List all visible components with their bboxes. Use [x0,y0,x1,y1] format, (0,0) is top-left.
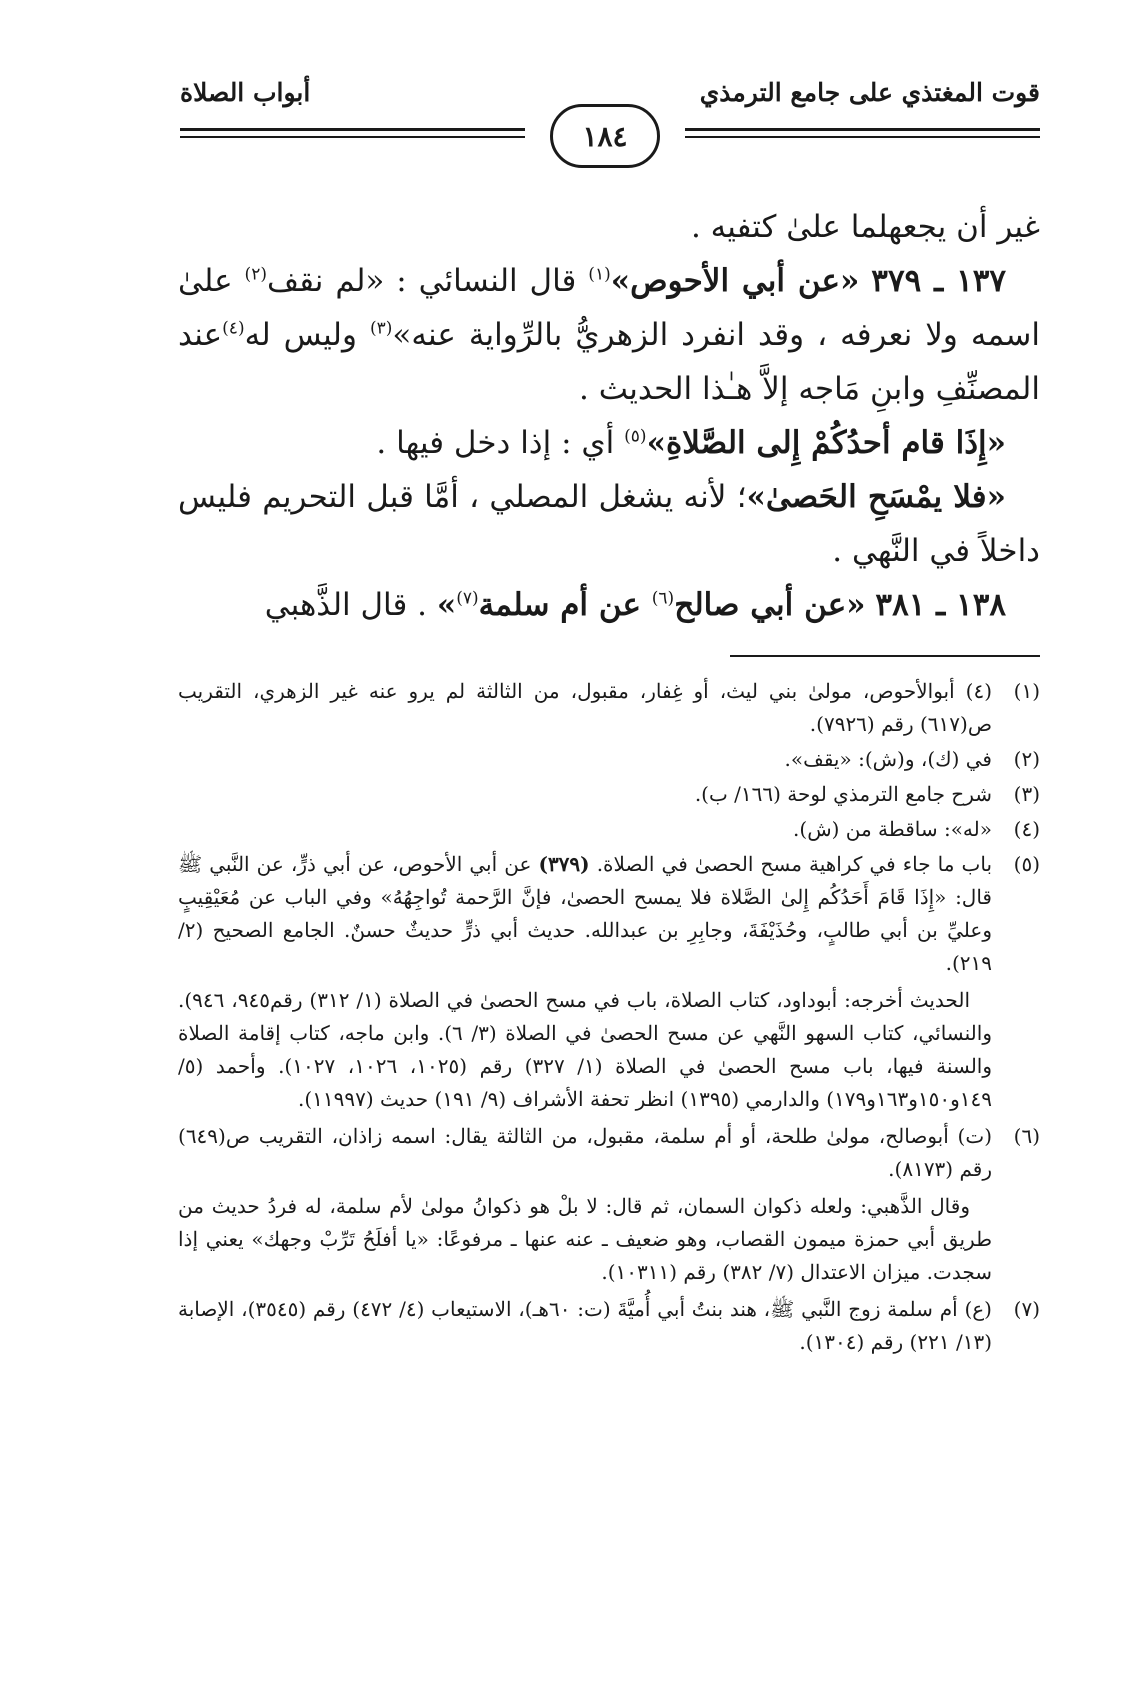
main-text [178,200,1040,632]
footnote-5-continuation: الحديث أخرجه: أبوداود، كتاب الصلاة، باب في مسح الحصىٰ في الصلاة (١/ ٣١٢) رقم٩٤٥، ٩٤٦). والنسائي، كتاب السهو النَّهي عن مسح الحصىٰ في الصلاة (٣/ ٦). وابن ماجه، كتاب إقامة الصلاة والسنة فيها، باب مسح الحصىٰ في الصلاة (١/ ٣٢٧) رقم (١٠٢٥، ١٠٢٦، ١٠٢٧). وأحمد (٥/ ١٤٩و١٥٠و١٦٣و١٧٩) والدارمي (١٣٩٥) انظر تحفة الأشراف (٩/ ١٩١) حديث (١١٩٩٧). [178,988,993,1111]
footnote-separator [730,655,1040,657]
footnote-text: (ت) أبوصالح، مولىٰ طلحة، أو أم سلمة، مقبول، من الثالثة يقال: اسمه زاذان، التقريب ص(٦٤٩) رقم (٨١٧٣). [178,1124,992,1181]
footnote-5 [178,848,1040,980]
section-title: أبواب الصلاة [180,78,311,107]
footnote-number: (٧) [1013,1297,1040,1321]
footnote-2 [178,743,1040,776]
footnote-7 [178,1293,1040,1359]
footnote-number: (٣) [1013,782,1040,806]
footnote-number: (٢) [1013,747,1040,771]
footnote-4 [178,813,1040,846]
entry-137: ١٣٧ ـ ٣٧٩ «عن أبي الأحوص»$^{(١)}$ قال النسائي : «لم نقف$^{(٢)}$ علىٰ اسمه ولا نعرفه ، وقد انفرد الزهريُّ بالرِّواية عنه»$^{(٣)}$ وليس له$^{(٤)}$عند المصنِّفِ وابنِ مَاجه إلاَّ هـٰذا الحديث . [178,263,1040,407]
footnote-6-continuation: وقال الذَّهبي: ولعله ذكوان السمان، ثم قال: لا بلْ هو ذكوانُ مولىٰ لأم سلمة، له فردُ حديث من طريق أبي حمزة ميمون القصاب، وهو ضعيف ـ عنه عنها ـ مرفوعًا: «يا أفلَحُ تَرِّبْ وجهك» يعني إذا سجدت. ميزان الاعتدال (٧/ ٣٨٢) رقم (١٠٣١١). [178,1194,992,1284]
book-title: قوت المغتذي على جامع الترمذي [699,78,1040,107]
hadith-phrase-1: «إِذَا قام أحدُكُمْ إِلى الصَّلاةِ»$^{(٥)}$ أي : إذا دخل فيها . [376,425,1006,461]
page-number: ١٨٤ [550,104,660,168]
footnote-number: (٥) [1013,852,1040,876]
footnote-ref: (٣) [369,318,393,339]
narrator-quote: «عن أبي الأحوص» [610,263,860,299]
entry-138: ١٣٨ ـ ٣٨١ «عن أبي صالح$^{(٦)}$ عن أم سلمة$^{(٧)}$» . قال الذَّهبي [264,587,1006,623]
footnote-6 [178,1120,1040,1186]
footnote-ref: (٧) [456,588,479,609]
entry-number: ١٣٧ ـ ٣٧٩ [871,263,1007,299]
footnote-number: (٦) [1013,1124,1040,1148]
footnote-ref: (٦) [651,588,675,609]
footnote-ref: (١) [588,264,611,285]
footnote-1 [178,675,1040,741]
footnote-text: (ع) أم سلمة زوج النَّبي ﷺ، هند بنتُ أبي أُميَّةَ (ت: ٦٠هـ)، الاستيعاب (٤/ ٤٧٢) رقم (٣٥٤٥)، الإصابة (١٣/ ٢٢١) رقم (١٣٠٤). [178,1297,992,1354]
footnote-text: شرح جامع الترمذي لوحة (١٦٦/ ب). [694,782,992,806]
footnote-text: في (ك)، و(ش): «يقف». [784,747,992,771]
header-rule-right-thick [685,128,1040,131]
footnote-number: (٤) [1013,817,1040,841]
page-header [180,78,1040,188]
header-rule-right-thin [685,136,1040,138]
footnote-ref: (٤) [222,318,245,339]
footnote-ref: (٥) [624,426,647,447]
footnotes [178,675,1040,1361]
header-rule-left-thin [180,136,525,138]
footnote-text: باب ما جاء في كراهية مسح الحصىٰ في الصلاة. (٣٧٩) عن أبي الأحوص، عن أبي ذرٍّ، عن النَّبي ﷺ قال: «إِذَا قَامَ أَحَدُكُم إِلىٰ الصَّلاة فلا يمسح الحصىٰ، فإنَّ الرَّحمة تُواجِهُهُ» وفي الباب عن مُعَيْقِيبٍ وعليِّ بن أبي طالبٍ، وحُذَيْفَةَ، وجابِرِ بن عبدالله. حديث أبي ذرٍّ حديثٌ حسنٌ. الجامع الصحيح (٢/ ٢١٩). [178,852,993,975]
footnote-text: (٤) أبوالأحوص، مولىٰ بني ليث، أو غِفار، مقبول، من الثالثة لم يرو عنه غير الزهري، التقريب ص(٦١٧) رقم (٧٩٢٦). [178,679,992,736]
footnote-3 [178,778,1040,811]
footnote-number: (١) [1013,679,1040,703]
footnote-text: «له»: ساقطة من (ش). [793,817,992,841]
entry-number: ١٣٨ ـ ٣٨١ [875,587,1006,623]
footnote-ref: (٢) [244,264,267,285]
main-line-1: غير أن يجعهلما علىٰ كتفيه . [690,209,1040,245]
hadith-phrase-2: «فلا يمْسَحِ الحَصىٰ»؛ لأنه يشغل المصلي ، أمَّا قبل التحريم فليس داخلاً في النَّهي . [178,479,1040,569]
header-rule-left-thick [180,128,525,131]
